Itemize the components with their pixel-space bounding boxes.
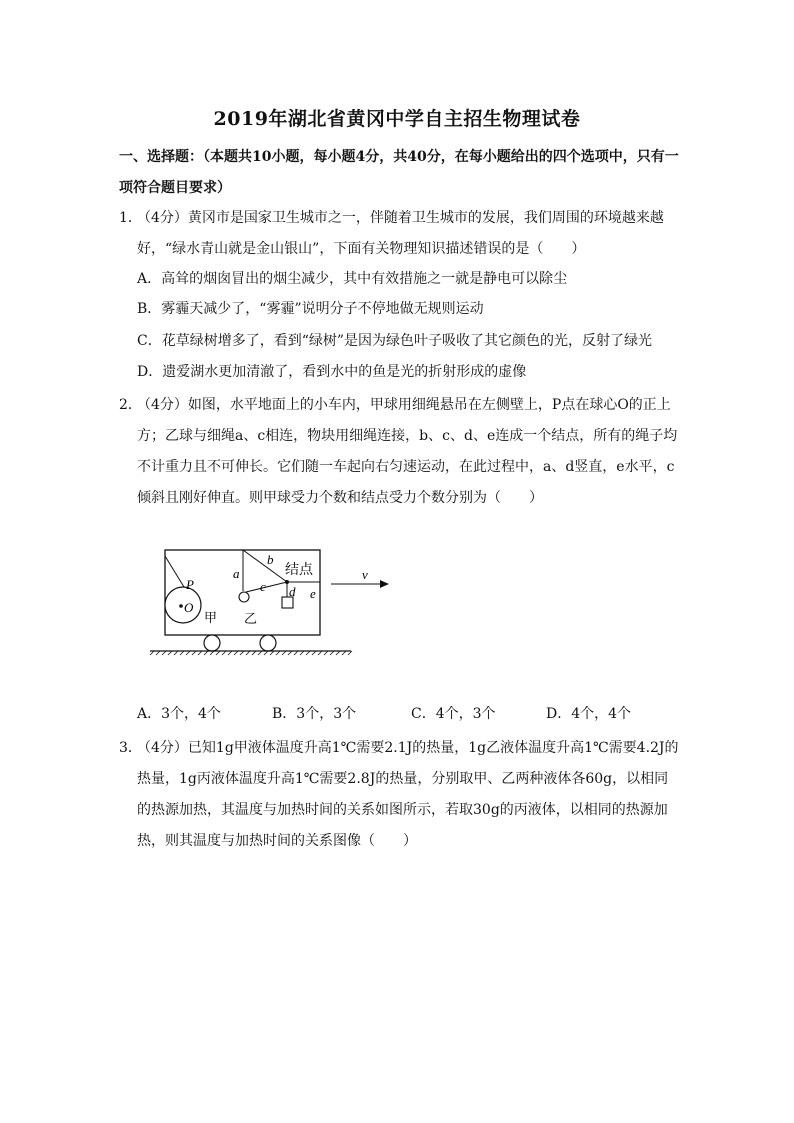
question-3 — [119, 733, 679, 857]
string-c — [246, 582, 287, 592]
question-text: （4分）黄冈市是国家卫生城市之一，伴随着卫生城市的发展，我们周围的环境越来越好，“绿水青山就是金山银山”，下面有关物理知识描述错误的是（ ） — [137, 210, 664, 257]
question-number: 3． — [119, 740, 142, 756]
string-b — [243, 550, 287, 582]
question-2 — [119, 390, 679, 514]
string-to-ball-jia — [165, 556, 184, 587]
q1-option-c: C．花草绿树增多了，看到“绿树”是因为绿色叶子吸收了其它颜色的光，反射了绿光 — [137, 333, 653, 349]
arrow-head — [380, 580, 389, 588]
question-text: （4分）如图，水平地面上的小车内，甲球用细绳悬吊在左侧壁上，P点在球心O的正上方；乙球与细绳a、c相连，物块用细绳连接，b、c、d、e连成一个结点，所有的绳子均不计重力且不可伸长。它们随一车起向右匀速运动，在此过程中，a、d竖直，e水平，c倾斜且刚好伸直。则甲球受力个数和结点受力个数分别为（ ） — [137, 397, 678, 506]
label-e: e — [310, 586, 316, 601]
label-d: d — [289, 584, 296, 599]
ball-center-dot — [179, 604, 183, 608]
right-wheel — [260, 635, 276, 651]
ball-jia — [165, 587, 201, 623]
ball-yi — [239, 592, 249, 602]
left-wheel — [204, 635, 220, 651]
question-number: 2． — [119, 397, 142, 413]
page-title: 2019年湖北省黄冈中学自主招生物理试卷 — [213, 108, 581, 130]
question-text: （4分）已知1g甲液体温度升高1℃需要2.1J的热量，1g乙液体温度升高1℃需要4.2J的热量，1g丙液体温度升高1℃需要2.8J的热量，分别取甲、乙两种液体各60g，以相同的热源加热，其温度与加热时间的关系如图所示，若取30g的丙液体，以相同的热源加热，则其温度与加热时间的关系图像（ ） — [137, 740, 679, 849]
q1-option-d: D．遗爱湖水更加清澈了，看到水中的鱼是光的折射形成的虚像 — [137, 364, 527, 380]
question-1 — [119, 203, 679, 265]
label-jia: 甲 — [204, 610, 218, 625]
cart-figure — [146, 545, 396, 660]
question-number: 1． — [119, 210, 142, 226]
label-b: b — [267, 552, 274, 567]
q2-option-c: C．4个，3个 — [411, 706, 496, 722]
q1-option-b: B．雾霾天减少了，“雾霾”说明分子不停地做无规则运动 — [137, 301, 484, 317]
label-yi: 乙 — [244, 611, 258, 626]
label-o: O — [184, 600, 194, 615]
q1-option-a: A．高耸的烟囱冒出的烟尘减少，其中有效措施之一就是静电可以除尘 — [137, 271, 568, 287]
q2-option-d: D．4个，4个 — [546, 706, 632, 722]
q2-option-b: B．3个，3个 — [272, 706, 357, 722]
q2-option-a: A．3个，4个 — [137, 706, 221, 722]
label-c: c — [260, 579, 266, 594]
label-a: a — [233, 566, 240, 581]
label-v: v — [362, 567, 368, 582]
label-knot: 结点 — [285, 563, 313, 578]
label-p: P — [186, 577, 194, 592]
section-heading: 一、选择题：（本题共10小题，每小题4分，共40分，在每小题给出的四个选项中，只有一项符合题目要求） — [119, 149, 679, 196]
